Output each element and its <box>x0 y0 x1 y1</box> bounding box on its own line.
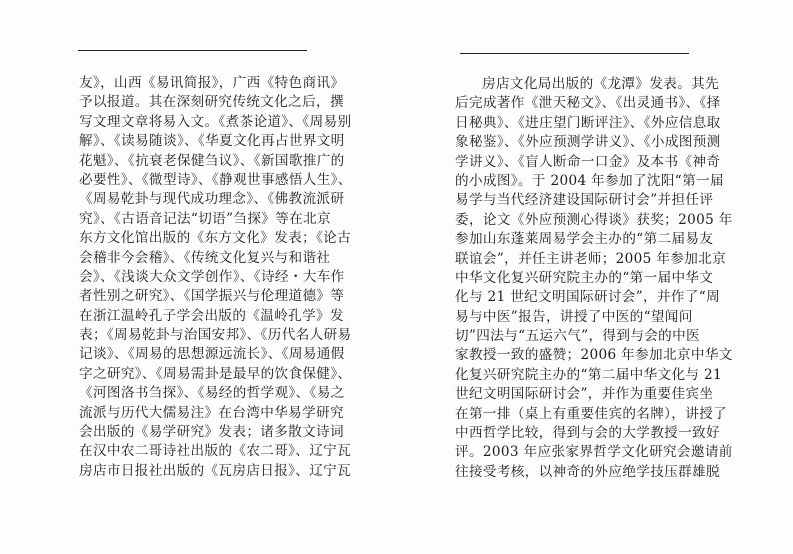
text-line: 写文理文章将易入文。《煮茶论道》、《周易别 <box>79 113 352 130</box>
text-line: 切”四法与“五运六气”，得到与会的中医 <box>455 328 700 345</box>
text-line: 日秘典》、《进庄望门断评注》、《外应信息取 <box>455 114 721 131</box>
text-line: 会》、《浅谈大众文学创作》、《诗经・大车作 <box>79 268 345 285</box>
body-text <box>455 75 733 482</box>
text-line: 委，论文《外应预测心得谈》获奖；2005 年 <box>455 211 733 228</box>
text-line: 予以报道。其在深刻研究传统文化之后，撰 <box>79 94 344 111</box>
text-line: 《河图洛书刍探》、《易经的哲学观》、《易之 <box>79 385 345 402</box>
text-line: 花魁》、《抗衰老保健刍议》、《新国歌推广的 <box>79 152 345 169</box>
header-rule <box>78 50 307 51</box>
text-line: 象秘鉴》、《外应预测学讲义》、《小成图预测 <box>455 134 721 151</box>
text-line: 在第一排（桌上有重要佳宾的名牌），讲授了 <box>455 405 728 422</box>
text-line: 易与中医”报告，讲授了中医的“望闻问 <box>455 308 693 325</box>
text-line: 究》、《古语音记法“切语”刍探》等在北京 <box>79 210 331 227</box>
text-line: 表；《周易乾卦与治国安邦》、《历代名人研易 <box>79 327 352 344</box>
text-line: 易学与当代经济建设国际研讨会”并担任评 <box>455 192 714 209</box>
header-rule <box>460 53 689 54</box>
right-page <box>396 0 793 554</box>
text-line: 东方文化馆出版的《东方文化》发表；《论古 <box>79 230 352 247</box>
text-line: 世纪文明国际研讨会”，并作为重要佳宾坐 <box>455 386 714 403</box>
text-line: 字之研究》、《周易需卦是最早的饮食保健》、 <box>79 365 352 382</box>
text-line: 在汉中农二哥诗社出版的《农二哥》、辽宁瓦 <box>79 443 352 460</box>
text-line: 记谈》、《周易的思想源远流长》、《周易通假 <box>79 346 345 363</box>
text-line: 联谊会”，并任主讲老师；2005 年参加北京 <box>455 250 727 267</box>
text-line: 化复兴研究院主办的“第二届中华文化与 21 <box>455 366 723 383</box>
text-line: 中西哲学比较，得到与会的大学教授一致好 <box>455 425 720 442</box>
text-line: 家教授一致的盛赞；2006 年参加北京中华文 <box>455 347 733 364</box>
text-line: 在浙江温岭孔子学会出版的《温岭孔学》发 <box>79 307 344 324</box>
text-line: 学讲义》、《盲人断命一口金》及本书《神奇 <box>455 153 721 170</box>
text-line: 《周易乾卦与现代成功理念》、《佛教流派研 <box>79 191 345 208</box>
text-line: 中华文化复兴研究院主办的“第一届中华文 <box>455 269 714 286</box>
text-line: 必要性》、《微型诗》、《静观世事感悟人生》、 <box>79 171 352 188</box>
text-line: 流派与历代大儒易注》在台湾中华易学研究 <box>79 404 344 421</box>
left-page <box>0 0 396 554</box>
paragraph-first-line: 房店文化局出版的《龙潭》发表。其先 <box>482 76 720 92</box>
text-line: 的小成图》。于 2004 年参加了沈阳“第一届 <box>455 172 724 189</box>
text-line: 会出版的《易学研究》发表；诸多散文诗词 <box>79 424 344 441</box>
body-text <box>79 74 352 481</box>
text-line: 参加山东蓬莱周易学会主办的“第二届易友 <box>455 231 714 248</box>
text-line: 化与 21 世纪文明国际研讨会”，并作了“周 <box>455 289 721 306</box>
text-line: 会稽非今会稽》、《传统文化复兴与和谐社 <box>79 249 331 266</box>
text-line: 解》、《读易随谈》、《华夏文化再占世界文明 <box>79 133 345 150</box>
text-line: 房店市日报社出版的《瓦房店日报》、辽宁瓦 <box>79 462 352 479</box>
text-line: 往接受考核，以神奇的外应绝学技压群雄脱 <box>455 463 720 480</box>
text-line: 后完成著作《泄天秘文》、《出灵通书》、《择 <box>455 95 721 112</box>
text-line: 友》，山西《易讯简报》，广西《特色商讯》 <box>79 75 345 91</box>
text-line: 评。2003 年应张家界哲学文化研究会邀请前 <box>455 444 733 461</box>
text-line: 者性别之研究》、《国学振兴与伦理道德》等 <box>79 288 345 305</box>
